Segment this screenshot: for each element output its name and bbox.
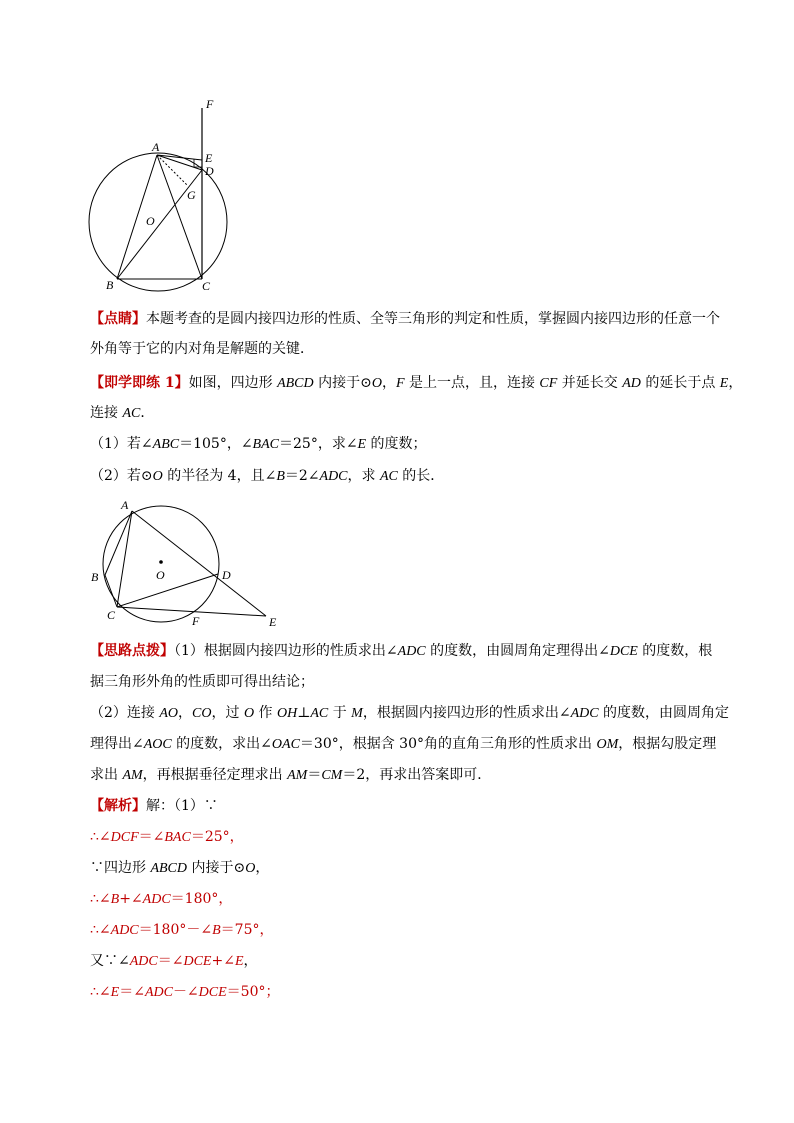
dianjing-line-1 (90, 310, 720, 328)
text-seg: ＝∠ (157, 953, 184, 969)
circle-o-2 (103, 506, 219, 622)
silu-line-2 (90, 673, 314, 691)
math-var: E (357, 437, 367, 452)
math-var: O (245, 861, 256, 876)
text-seg: 内接于⊙ (313, 375, 372, 391)
silu-line-1 (90, 642, 712, 661)
solution-step-6 (90, 983, 280, 1002)
text-seg: （2）若⊙ (90, 468, 153, 484)
geometry-figure-2 (85, 495, 285, 630)
solution-step-1 (90, 828, 244, 847)
text-seg: ＝180°－∠ (138, 922, 213, 938)
text-seg: ＝50°； (226, 984, 280, 1000)
line-cd-2 (117, 574, 218, 607)
text-seg: ＝75°， (220, 922, 274, 938)
text-seg: 解：（1）∵ (146, 798, 218, 814)
center-dot (159, 560, 163, 564)
math-var: DCE (609, 644, 638, 659)
math-var: BAC (164, 830, 191, 845)
text-seg: （1）根据圆内接四边形的性质求出∠ (174, 643, 398, 659)
label-d: D (205, 164, 214, 178)
math-var: O (243, 706, 255, 721)
text-seg: 的延长于点 (640, 375, 720, 391)
math-var: CM (321, 768, 343, 783)
text-seg: ， (243, 953, 258, 969)
exercise-line-2 (90, 404, 154, 423)
text-seg: ＝∠ (119, 984, 145, 1000)
text-seg: ∴∠ (90, 922, 111, 938)
math-var: F (395, 376, 405, 391)
dianjing-tag: 【点睛】 (90, 311, 146, 327)
text-seg: 内接于⊙ (187, 860, 246, 876)
math-var: DCF (110, 830, 139, 845)
text-seg: 的半径为 4，且∠ (162, 468, 277, 484)
math-var: AD (622, 376, 641, 391)
text-seg: ∵四边形 (90, 860, 151, 876)
math-var: AC (379, 469, 398, 484)
text-seg: ＝ (307, 767, 322, 783)
text-seg: +∠ (211, 953, 235, 969)
dianjing-text-2: 外角等于它的内对角是解题的关键． (90, 341, 314, 357)
label-f: F (206, 97, 214, 111)
text-seg: 如图，四边形 (188, 375, 278, 391)
label-b-2: B (91, 570, 99, 584)
dianjing-text-1: 本题考查的是圆内接四边形的性质、全等三角形的判定和性质，掌握圆内接四边形的任意一个 (146, 311, 720, 327)
text-seg: 是上一点，且，连接 (404, 375, 540, 391)
text-seg: ＝∠ (138, 829, 165, 845)
math-var: ABCD (277, 376, 314, 391)
math-var: B (212, 923, 221, 938)
text-seg: ． (140, 405, 155, 421)
text-seg: ∴∠ (90, 984, 111, 1000)
text-seg: 连接 (90, 405, 123, 421)
math-var: AM (122, 768, 143, 783)
text-seg: 于 (328, 705, 352, 721)
silu-line-5 (90, 766, 491, 785)
math-var: ADC (129, 954, 158, 969)
math-var: ADC (110, 923, 139, 938)
text-seg: （1）若∠ (90, 436, 153, 452)
math-var: ADC (144, 985, 173, 1000)
text-seg: 据三角形外角的性质即可得出结论； (90, 674, 314, 690)
exercise-question-1 (90, 435, 427, 454)
jiexi-tag: 【解析】 (90, 798, 146, 814)
text-seg: －∠ (172, 984, 199, 1000)
math-var: OH (276, 706, 298, 721)
text-seg: ，根据圆内接四边形的性质求出∠ (362, 705, 571, 721)
math-var: B (110, 892, 120, 907)
math-var: BAC (252, 437, 279, 452)
text-seg: 的度数，由圆周角定理得出∠ (425, 643, 610, 659)
line-ab-2 (105, 511, 132, 575)
text-seg: ⊥ (297, 705, 311, 721)
label-g: G (187, 188, 196, 202)
text-seg: 作 (254, 705, 277, 721)
math-var: B (276, 469, 285, 484)
text-seg: ∴∠ (90, 829, 111, 845)
math-var: CO (192, 706, 212, 721)
label-a: A (152, 140, 160, 154)
text-seg: 的度数，求出∠ (171, 736, 272, 752)
solution-step-4 (90, 921, 273, 940)
label-c: C (202, 279, 211, 293)
math-var: ABCD (150, 861, 188, 876)
solution-step-2 (90, 859, 269, 878)
text-seg: ＝25°， (190, 829, 244, 845)
text-seg: ，过 (211, 705, 244, 721)
text-seg: 并延长交 (557, 375, 623, 391)
text-seg: ， (178, 705, 193, 721)
label-a-2: A (121, 498, 129, 512)
math-var: E (110, 985, 120, 1000)
math-var: ADC (570, 706, 599, 721)
solution-step-3 (90, 890, 232, 909)
text-seg: （2）连接 (90, 705, 160, 721)
label-o: O (146, 214, 155, 228)
math-var: OAC (271, 737, 300, 752)
label-b: B (106, 278, 114, 292)
label-e-2: E (269, 615, 277, 629)
math-var: ADC (397, 644, 426, 659)
math-var: OM (596, 737, 619, 752)
text-seg: ＝105°，∠ (179, 436, 253, 452)
text-seg: 求出 (90, 767, 123, 783)
label-e: E (205, 151, 213, 165)
label-f-2: F (192, 614, 200, 628)
line-bd (117, 170, 202, 279)
text-seg: 的长． (397, 468, 445, 484)
text-seg: 理得出∠ (90, 736, 144, 752)
text-seg: ∴∠ (90, 891, 111, 907)
text-seg: ＝2∠ (284, 468, 320, 484)
text-seg: ＝25°，求∠ (279, 436, 358, 452)
math-var: DCE (183, 954, 212, 969)
math-var: AC (310, 706, 329, 721)
math-var: AOC (143, 737, 172, 752)
text-seg: +∠ (119, 891, 143, 907)
exercise-line-1 (90, 374, 742, 393)
silu-line-3 (90, 704, 729, 723)
math-var: M (351, 706, 363, 721)
math-var: E (719, 376, 729, 391)
math-var: ADC (142, 892, 171, 907)
label-c-2: C (107, 608, 116, 622)
math-var: ADC (319, 469, 348, 484)
label-o-2: O (156, 568, 165, 582)
dianjing-line-2 (90, 340, 314, 358)
math-var: O (152, 469, 163, 484)
label-d-2: D (222, 568, 231, 582)
math-var: AC (122, 406, 141, 421)
geometry-figure-1 (80, 95, 240, 295)
text-seg: 的度数，由圆周角定 (598, 705, 730, 721)
silu-tag: 【思路点拨】 (90, 643, 174, 659)
text-seg: ＝2，再求出答案即可． (342, 767, 492, 783)
math-var: DCE (198, 985, 227, 1000)
text-seg: ＝30°，根据含 30°角的直角三角形的性质求出 (299, 736, 597, 752)
text-seg: ＝180°， (170, 891, 233, 907)
text-seg: ， (255, 860, 270, 876)
math-var: O (371, 376, 382, 391)
line-ac (157, 155, 202, 279)
line-bc-2 (105, 575, 117, 607)
exercise-tag: 【即学即练 1】 (90, 375, 189, 391)
text-seg: ，根据勾股定理 (618, 736, 717, 752)
silu-line-4 (90, 735, 716, 754)
line-ac-2 (117, 511, 132, 607)
math-var: AM (287, 768, 308, 783)
math-var: ABC (152, 437, 180, 452)
solution-step-5 (90, 952, 258, 971)
text-seg: ，再根据垂径定理求出 (142, 767, 288, 783)
line-ae-2 (132, 511, 266, 616)
text-seg: 的度数，根 (637, 643, 713, 659)
math-var: E (234, 954, 244, 969)
text-seg: 的度数； (366, 436, 427, 452)
text-seg: ， (381, 375, 396, 391)
text-seg: ，求 (347, 468, 380, 484)
exercise-question-2 (90, 467, 444, 486)
text-seg: 又∵∠ (90, 953, 130, 969)
math-var: CF (539, 376, 558, 391)
text-seg: ， (728, 375, 743, 391)
math-var: AO (159, 706, 179, 721)
jiexi-head (90, 797, 218, 815)
